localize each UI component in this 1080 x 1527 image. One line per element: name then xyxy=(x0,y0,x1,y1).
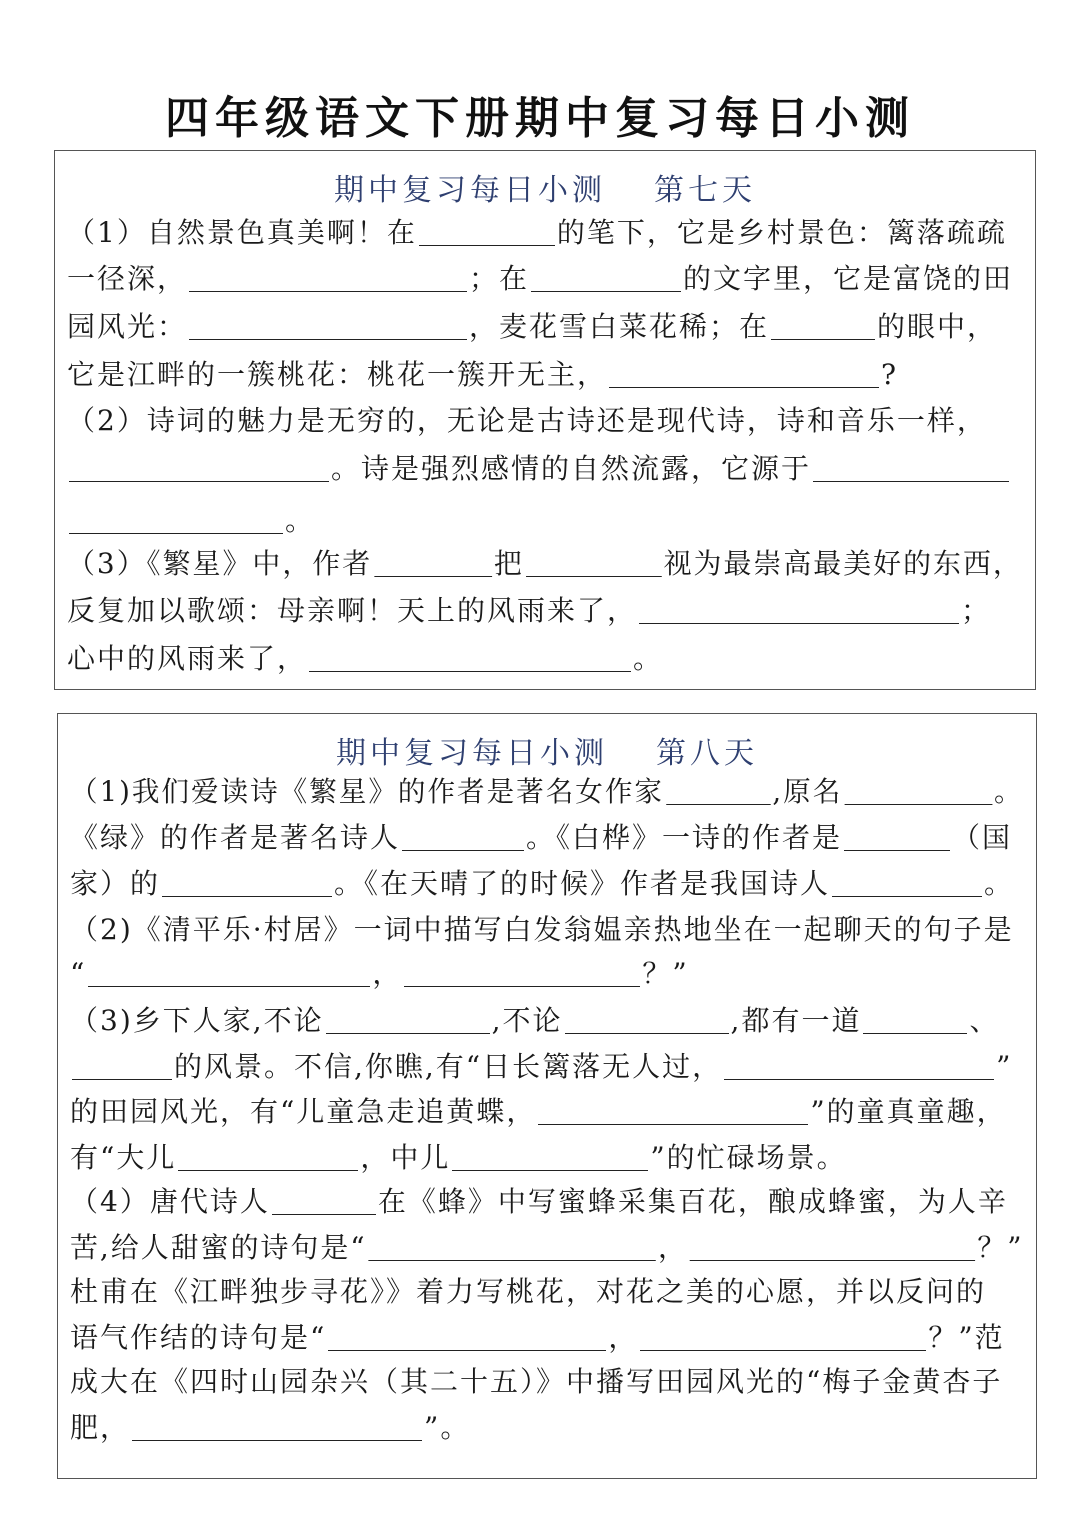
question-line: （4）唐代诗人 在《蜂》中写蜜蜂采集百花，酿成蜂蜜，为人辛 xyxy=(70,1185,1008,1218)
question-line: 的田园风光，有“儿童急走追黄蝶， ”的童真童趣， xyxy=(70,1095,1007,1128)
answer-blank[interactable] xyxy=(844,820,950,851)
answer-blank[interactable] xyxy=(639,593,959,624)
question-line: 它是江畔的一簇桃花：桃花一簇开无主， ? xyxy=(67,358,899,391)
question-line: 家）的 。《在天晴了的时候》作者是我国诗人 。 xyxy=(70,867,1015,900)
answer-blank[interactable] xyxy=(132,1410,422,1441)
answer-blank[interactable] xyxy=(404,956,640,987)
question-line: 反复加以歌颂：母亲啊！天上的风雨来了， ； xyxy=(67,594,992,627)
question-line: “ ， ？” xyxy=(70,957,689,990)
question-line: 《绿》的作者是著名诗人 。《白桦》一诗的作者是 （国 xyxy=(70,821,1013,854)
answer-blank[interactable] xyxy=(609,357,879,388)
question-line: 成大在《四时山园杂兴（其二十五）》中播写田园风光的“梅子金黄杏子 xyxy=(70,1365,1003,1398)
answer-blank[interactable] xyxy=(189,261,467,292)
answer-blank[interactable] xyxy=(162,866,332,897)
answer-blank[interactable] xyxy=(402,820,524,851)
question-line: 有“大儿 ，中儿 ”的忙碌场景。 xyxy=(70,1141,847,1174)
answer-blank[interactable] xyxy=(189,309,467,340)
answer-blank[interactable] xyxy=(832,866,982,897)
answer-blank[interactable] xyxy=(328,1320,606,1351)
question-line: 的风景。不信,你瞧,有“日长篱落无人过， ” xyxy=(70,1047,1012,1087)
answer-blank[interactable] xyxy=(69,451,329,482)
answer-blank[interactable] xyxy=(771,309,875,340)
card-heading-text: 期中复习每日小测 xyxy=(336,736,608,771)
question-line: 园风光： ，麦花雪白菜花稀；在 的眼中， xyxy=(67,310,998,343)
question-line: （3)乡下人家,不论 ,不论 ,都有一道 、 xyxy=(70,1004,1000,1037)
card-day-label: 第八天 xyxy=(656,736,758,771)
answer-blank[interactable] xyxy=(724,1049,994,1080)
card-heading-day8 xyxy=(58,728,1036,772)
question-line: 心中的风雨来了， 。 xyxy=(67,642,664,675)
answer-blank[interactable] xyxy=(640,1320,926,1351)
question-line: 一径深， ；在 的文字里，它是富饶的田 xyxy=(67,262,1014,295)
question-line: （2)《清平乐·村居》一词中描写白发翁媪亲热地坐在一起聊天的句子是 xyxy=(70,913,1014,946)
answer-blank[interactable] xyxy=(72,1049,172,1080)
question-line: 。诗是强烈感情的自然流露，它源于 xyxy=(67,449,1011,489)
answer-blank[interactable] xyxy=(88,956,370,987)
question-line: 语气作结的诗句是“ ， ？”范 xyxy=(70,1321,1005,1354)
quiz-card-day8 xyxy=(57,713,1037,1479)
card-heading-text: 期中复习每日小测 xyxy=(334,173,606,208)
page-title: 四年级语文下册期中复习每日小测 xyxy=(165,93,915,144)
answer-blank[interactable] xyxy=(531,261,681,292)
quiz-card-day7 xyxy=(54,150,1036,690)
answer-blank[interactable] xyxy=(538,1094,808,1125)
question-line: 杜甫在《江畔独步寻花》》着力写桃花，对花之美的心愿，并以反问的 xyxy=(70,1275,987,1308)
question-line: 。 xyxy=(67,501,315,541)
answer-blank[interactable] xyxy=(844,774,992,805)
answer-blank[interactable] xyxy=(690,1230,975,1261)
answer-blank[interactable] xyxy=(813,451,1009,482)
card-day-label: 第七天 xyxy=(654,173,756,208)
question-line: （1)我们爱读诗《繁星》的作者是著名女作家 ,原名 。 xyxy=(70,775,1024,808)
answer-blank[interactable] xyxy=(272,1184,376,1215)
answer-blank[interactable] xyxy=(178,1140,358,1171)
question-line: （1）自然景色真美啊！在 的笔下，它是乡村景色：篱落疏疏 xyxy=(67,216,1007,249)
answer-blank[interactable] xyxy=(326,1003,490,1034)
answer-blank[interactable] xyxy=(369,1230,656,1261)
answer-blank[interactable] xyxy=(309,641,631,672)
answer-blank[interactable] xyxy=(452,1140,648,1171)
answer-blank[interactable] xyxy=(863,1003,967,1034)
question-line: 苦,给人甜蜜的诗句是“ ， ？” xyxy=(70,1231,1024,1264)
answer-blank[interactable] xyxy=(69,503,283,534)
answer-blank[interactable] xyxy=(419,215,555,246)
answer-blank[interactable] xyxy=(526,546,662,577)
card-heading-day7 xyxy=(55,165,1035,209)
question-line: （3）《繁星》中，作者 把 视为最崇高最美好的东西， xyxy=(67,547,1023,580)
question-line: 肥， ”。 xyxy=(70,1411,471,1444)
question-line: （2）诗词的魅力是无穷的，无论是古诗还是现代诗，诗和音乐一样， xyxy=(67,404,987,437)
answer-blank[interactable] xyxy=(666,774,770,805)
answer-blank[interactable] xyxy=(374,546,492,577)
answer-blank[interactable] xyxy=(565,1003,729,1034)
